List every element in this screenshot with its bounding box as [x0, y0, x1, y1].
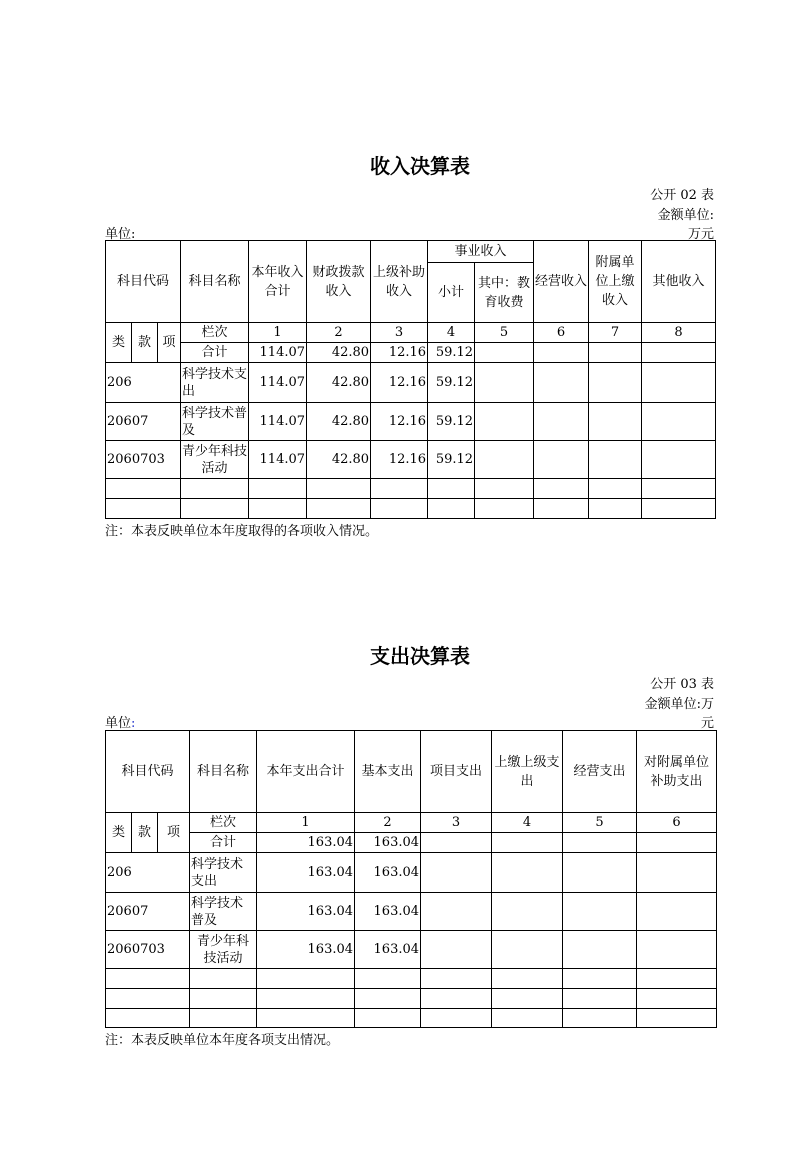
subject-name: 青少年科技活动	[181, 441, 249, 479]
amount-cell	[637, 893, 717, 931]
amount-cell	[475, 363, 534, 403]
amount-cell	[534, 363, 589, 403]
expense-unit-label	[105, 712, 135, 731]
amount-cell	[371, 499, 428, 519]
amount-cell	[642, 441, 716, 479]
table-row	[106, 931, 717, 969]
amount-cell	[563, 833, 637, 853]
expense-note: 注：本表反映单位本年度各项支出情况。	[105, 1033, 340, 1048]
subject-name	[190, 989, 257, 1009]
amount-cell	[492, 833, 563, 853]
header-basic: 基本支出	[355, 731, 421, 813]
col-number: 4	[492, 813, 563, 833]
amount-cell	[642, 403, 716, 441]
col-number: 5	[563, 813, 637, 833]
header-operating: 经营收入	[534, 241, 589, 323]
header-name: 科目名称	[181, 241, 249, 323]
amount-cell: 12.16	[371, 343, 428, 363]
amount-cell	[371, 479, 428, 499]
amount-cell	[492, 969, 563, 989]
amount-cell	[421, 969, 492, 989]
subject-name: 科学技术支出	[190, 853, 257, 893]
amount-cell	[421, 931, 492, 969]
header-superior: 上级补助收入	[371, 241, 428, 323]
amount-cell: 114.07	[249, 403, 307, 441]
subject-code	[106, 499, 181, 519]
amount-cell	[421, 893, 492, 931]
sub-header-xiang: 项	[158, 813, 190, 853]
col-number: 4	[428, 323, 475, 343]
amount-cell	[589, 479, 642, 499]
amount-cell	[534, 343, 589, 363]
subject-code: 20607	[106, 893, 190, 931]
col-index-row	[106, 323, 716, 343]
amount-cell	[475, 499, 534, 519]
subject-name	[181, 479, 249, 499]
header-business: 事业收入	[428, 241, 534, 263]
amount-cell: 163.04	[257, 893, 355, 931]
subject-code: 2060703	[106, 931, 190, 969]
amount-cell	[637, 989, 717, 1009]
income-table-no: 公开 02 表	[650, 188, 714, 203]
table-row	[106, 479, 716, 499]
amount-cell	[563, 1009, 637, 1028]
col-number: 1	[249, 323, 307, 343]
amount-cell: 42.80	[307, 363, 371, 403]
subject-code: 206	[106, 853, 190, 893]
subject-name: 合计	[190, 833, 257, 853]
amount-cell: 12.16	[371, 363, 428, 403]
col-number: 1	[257, 813, 355, 833]
amount-cell: 163.04	[355, 931, 421, 969]
amount-cell: 59.12	[428, 403, 475, 441]
amount-cell	[428, 479, 475, 499]
amount-cell: 59.12	[428, 343, 475, 363]
amount-cell: 163.04	[355, 853, 421, 893]
amount-cell	[589, 499, 642, 519]
amount-cell: 163.04	[355, 893, 421, 931]
subject-name: 合计	[181, 343, 249, 363]
amount-cell	[492, 1009, 563, 1028]
header-subtotal: 小计	[428, 263, 475, 323]
subject-code: 206	[106, 363, 181, 403]
header-code: 科目代码	[106, 241, 181, 323]
amount-cell: 163.04	[257, 833, 355, 853]
amount-cell: 163.04	[355, 833, 421, 853]
col-number: 2	[355, 813, 421, 833]
header-operating: 经营支出	[563, 731, 637, 813]
header-code: 科目代码	[106, 731, 190, 813]
expense-table-no: 公开 03 表	[650, 677, 714, 692]
amount-cell	[589, 363, 642, 403]
col-number: 6	[637, 813, 717, 833]
amount-cell	[589, 441, 642, 479]
amount-cell	[421, 853, 492, 893]
amount-cell	[642, 499, 716, 519]
amount-cell: 42.80	[307, 343, 371, 363]
header-affiliated: 对附属单位补助支出	[637, 731, 717, 813]
amount-cell	[249, 479, 307, 499]
header-other: 其他收入	[642, 241, 716, 323]
amount-cell	[475, 479, 534, 499]
income-title: 收入决算表	[370, 154, 470, 178]
header-edu: 其中：教育收费	[475, 263, 534, 323]
amount-cell	[421, 833, 492, 853]
table-row	[106, 989, 717, 1009]
amount-cell	[563, 969, 637, 989]
amount-cell: 163.04	[257, 853, 355, 893]
table-row	[106, 441, 716, 479]
sub-header-kuan: 款	[132, 813, 158, 853]
col-number: 3	[421, 813, 492, 833]
col-number: 7	[589, 323, 642, 343]
subject-name	[190, 969, 257, 989]
amount-cell	[637, 1009, 717, 1028]
amount-cell	[307, 499, 371, 519]
col-number: 3	[371, 323, 428, 343]
col-number: 8	[642, 323, 716, 343]
amount-cell	[355, 989, 421, 1009]
amount-cell: 12.16	[371, 403, 428, 441]
amount-cell: 114.07	[249, 441, 307, 479]
amount-cell	[257, 1009, 355, 1028]
col-index-label: 栏次	[181, 323, 249, 343]
table-row	[106, 499, 716, 519]
sub-header-lei: 类	[106, 323, 132, 363]
unit-label-text: 单位	[105, 716, 132, 731]
amount-cell	[475, 441, 534, 479]
amount-cell	[475, 343, 534, 363]
subject-name	[190, 1009, 257, 1028]
amount-cell	[421, 1009, 492, 1028]
amount-cell	[492, 931, 563, 969]
amount-cell: 114.07	[249, 343, 307, 363]
amount-cell	[257, 969, 355, 989]
amount-cell	[492, 853, 563, 893]
amount-cell	[249, 499, 307, 519]
amount-cell	[642, 479, 716, 499]
header-remit: 上缴上级支出	[492, 731, 563, 813]
amount-cell	[355, 1009, 421, 1028]
amount-cell	[257, 989, 355, 1009]
amount-cell	[642, 343, 716, 363]
sub-header-lei: 类	[106, 813, 132, 853]
amount-cell	[355, 969, 421, 989]
amount-cell	[492, 893, 563, 931]
amount-cell	[563, 893, 637, 931]
income-note: 注：本表反映单位本年度取得的各项收入情况。	[105, 524, 379, 539]
income-unit-label: 单位:	[105, 227, 136, 242]
table-row	[106, 403, 716, 441]
header-project: 项目支出	[421, 731, 492, 813]
amount-cell	[637, 833, 717, 853]
income-amount-unit: 金额单位:	[657, 208, 714, 223]
expense-amount-unit: 金额单位:万	[644, 697, 714, 712]
amount-cell	[642, 363, 716, 403]
subject-name	[181, 499, 249, 519]
amount-cell: 59.12	[428, 363, 475, 403]
amount-cell: 42.80	[307, 441, 371, 479]
amount-cell	[637, 969, 717, 989]
amount-cell: 114.07	[249, 363, 307, 403]
amount-cell	[475, 403, 534, 441]
amount-cell	[637, 853, 717, 893]
table-row	[106, 363, 716, 403]
amount-cell	[563, 931, 637, 969]
amount-cell	[307, 479, 371, 499]
expense-title: 支出决算表	[370, 644, 470, 668]
amount-cell: 12.16	[371, 441, 428, 479]
col-index-label: 栏次	[190, 813, 257, 833]
amount-cell	[563, 853, 637, 893]
sub-header-kuan: 款	[132, 323, 158, 363]
sub-header-xiang: 项	[158, 323, 181, 363]
subject-name: 青少年科技活动	[190, 931, 257, 969]
header-affiliated: 附属单位上缴收入	[589, 241, 642, 323]
amount-cell	[492, 989, 563, 1009]
total-row	[106, 833, 717, 853]
amount-cell	[421, 989, 492, 1009]
header-total: 本年支出合计	[257, 731, 355, 813]
subject-code: 2060703	[106, 441, 181, 479]
header-total: 本年收入合计	[249, 241, 307, 323]
subject-code: 20607	[106, 403, 181, 441]
table-row	[106, 1009, 717, 1028]
col-index-row	[106, 813, 717, 833]
subject-name: 科学技术普及	[190, 893, 257, 931]
amount-cell	[428, 499, 475, 519]
amount-cell: 59.12	[428, 441, 475, 479]
amount-cell	[534, 479, 589, 499]
expense-table	[105, 730, 717, 1028]
table-row	[106, 853, 717, 893]
col-number: 2	[307, 323, 371, 343]
total-row	[106, 343, 716, 363]
amount-cell: 163.04	[257, 931, 355, 969]
amount-cell	[637, 931, 717, 969]
table-row	[106, 969, 717, 989]
amount-cell: 42.80	[307, 403, 371, 441]
amount-cell	[534, 441, 589, 479]
subject-code	[106, 989, 190, 1009]
unit-colon: :	[131, 716, 136, 731]
income-table	[105, 240, 716, 519]
header-fiscal: 财政拨款收入	[307, 241, 371, 323]
amount-cell	[589, 343, 642, 363]
subject-name: 科学技术普及	[181, 403, 249, 441]
table-row	[106, 893, 717, 931]
subject-code	[106, 1009, 190, 1028]
subject-name: 科学技术支出	[181, 363, 249, 403]
amount-cell	[589, 403, 642, 441]
subject-code	[106, 969, 190, 989]
subject-code	[106, 479, 181, 499]
expense-amount-unit-cont: 元	[700, 716, 714, 731]
amount-cell	[534, 499, 589, 519]
amount-cell	[534, 403, 589, 441]
col-number: 5	[475, 323, 534, 343]
header-name: 科目名称	[190, 731, 257, 813]
amount-cell	[563, 989, 637, 1009]
col-number: 6	[534, 323, 589, 343]
income-amount-unit-cont: 万元	[687, 227, 714, 242]
